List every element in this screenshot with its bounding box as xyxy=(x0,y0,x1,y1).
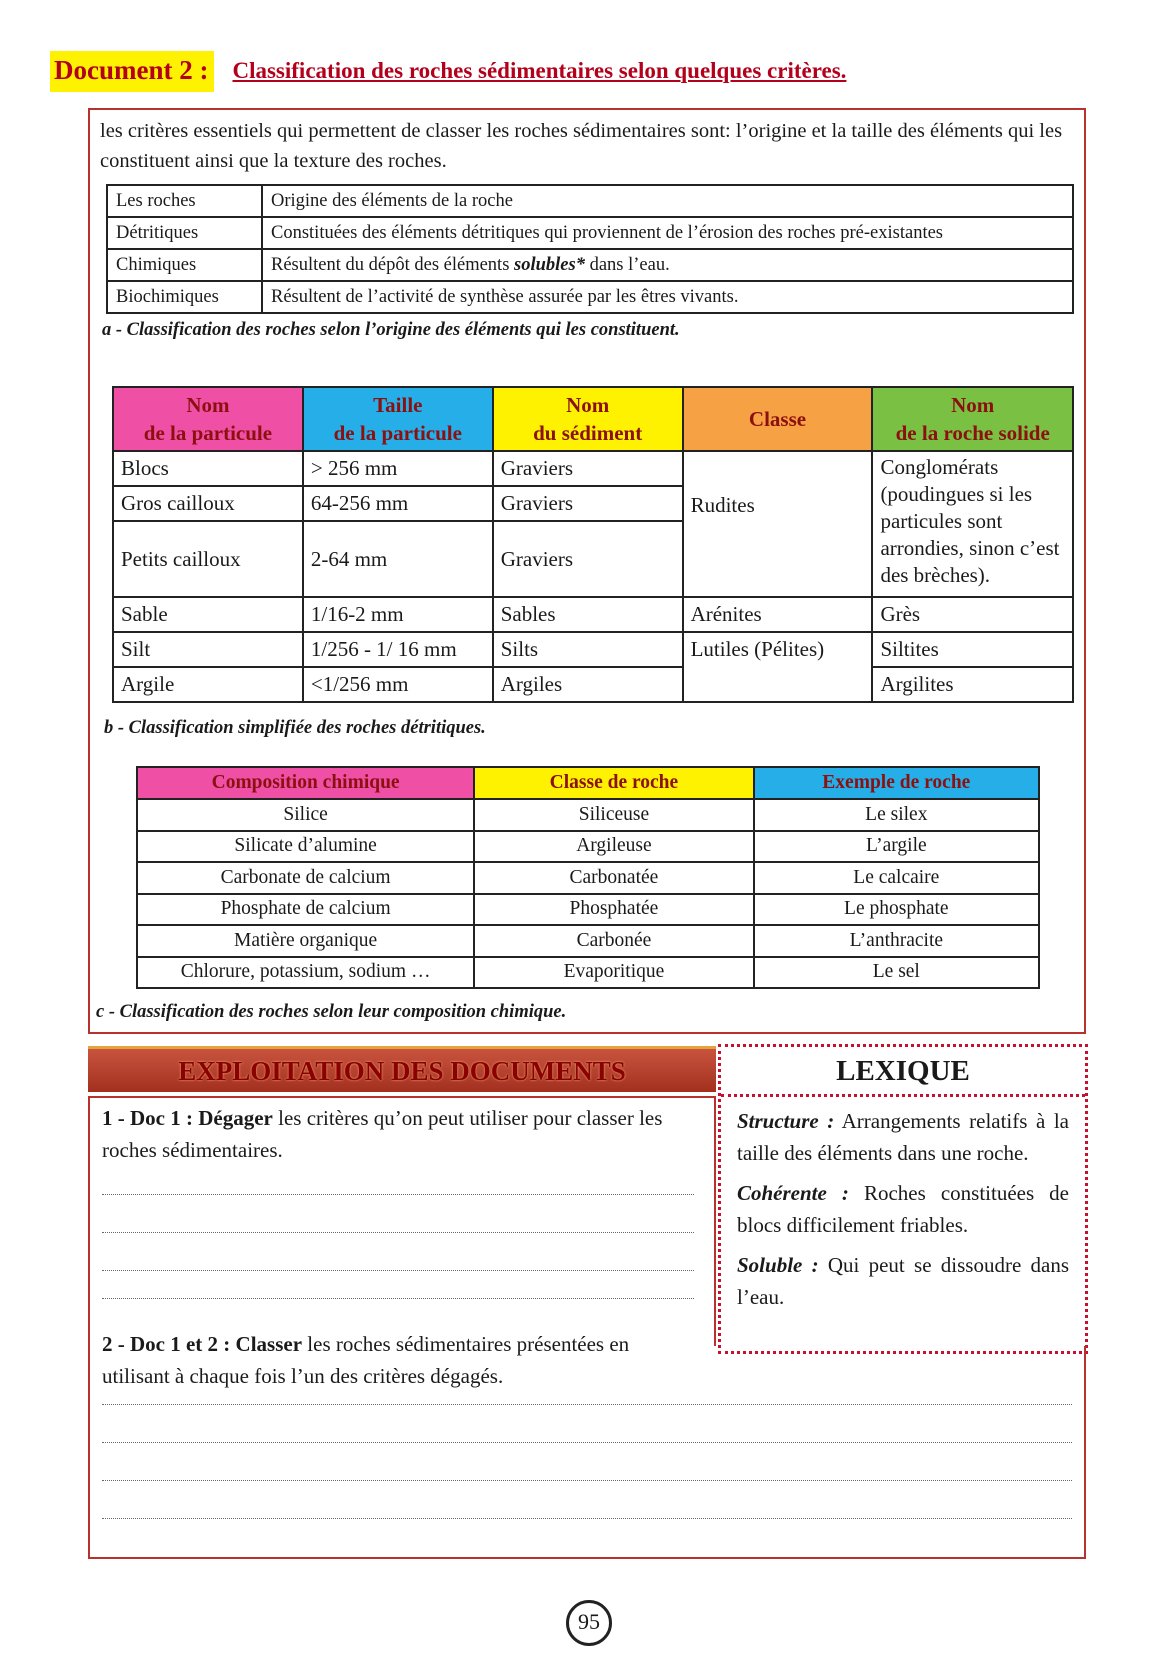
question-1 xyxy=(102,1102,692,1166)
table-cell: Chlorure, potassium, sodium … xyxy=(137,957,474,989)
header-sediment-name xyxy=(493,387,683,451)
exploitation-banner: EXPLOITATION DES DOCUMENTS xyxy=(88,1046,716,1092)
header-line: de la roche solide xyxy=(895,421,1050,445)
header-line: Classe xyxy=(748,407,807,431)
answer-line[interactable] xyxy=(102,1518,1072,1519)
table-cell: Silt xyxy=(113,632,303,667)
table-cell: Phosphate de calcium xyxy=(137,894,474,926)
table-cell: <1/256 mm xyxy=(303,667,493,702)
question-text: les roches sédimentaires présentées en utilisant à chaque fois l’un des critères dégagés. xyxy=(102,1332,630,1388)
table-cell: Argile xyxy=(113,667,303,702)
table-cell: Argilites xyxy=(872,667,1073,702)
table-cell: Conglomérats (poudingues si les particules sont arrondies, sinon c’est des brèches). xyxy=(872,451,1073,597)
header-particle-name xyxy=(113,387,303,451)
header-rock-example: Exemple de roche xyxy=(754,767,1039,799)
table-header-row xyxy=(113,387,1073,451)
table-cell: Origine des éléments de la roche xyxy=(262,185,1073,217)
table-row xyxy=(137,799,1039,831)
lexicon-title: LEXIQUE xyxy=(721,1055,1085,1097)
answer-line[interactable] xyxy=(102,1442,1072,1443)
table-cell: 2-64 mm xyxy=(303,521,493,597)
document-title: Classification des roches sédimentaires selon quelques critères. xyxy=(232,58,847,83)
table-cell: Grès xyxy=(872,597,1073,632)
table-cell: > 256 mm xyxy=(303,451,493,486)
table-cell: Argiles xyxy=(493,667,683,702)
table-cell: Détritiques xyxy=(107,217,262,249)
table-cell: Blocs xyxy=(113,451,303,486)
cell-text: Résultent du dépôt des éléments xyxy=(271,255,515,275)
header-composition: Composition chimique xyxy=(137,767,474,799)
lexicon-entry xyxy=(737,1105,1069,1169)
table-row xyxy=(113,667,1073,702)
header-rock-name xyxy=(872,387,1073,451)
header-particle-size xyxy=(303,387,493,451)
table-cell: Biochimiques xyxy=(107,281,262,313)
table-cell: Siltites xyxy=(872,632,1073,667)
table-cell: Sable xyxy=(113,597,303,632)
table-cell: 1/16-2 mm xyxy=(303,597,493,632)
lexicon-definition: Arrangements relatifs à la taille des éléments dans une roche. xyxy=(737,1109,1069,1165)
table-row xyxy=(113,597,1073,632)
table-cell: Phosphatée xyxy=(474,894,753,926)
table-row xyxy=(107,185,1073,217)
table-cell: Matière organique xyxy=(137,925,474,957)
header-line: de la particule xyxy=(333,421,462,445)
header-line: Nom xyxy=(186,393,230,417)
table-cell: Résultent de l’activité de synthèse assurée par les êtres vivants. xyxy=(262,281,1073,313)
document-frame xyxy=(88,108,1086,1034)
table-cell: Le phosphate xyxy=(754,894,1039,926)
answer-line[interactable] xyxy=(102,1480,1072,1481)
table-cell: Le sel xyxy=(754,957,1039,989)
table-row xyxy=(137,894,1039,926)
table-cell: Silice xyxy=(137,799,474,831)
question-ref: 2 - Doc 1 et 2 : xyxy=(102,1332,236,1356)
table-cell: Siliceuse xyxy=(474,799,753,831)
table-row xyxy=(113,632,1073,667)
table-row xyxy=(137,925,1039,957)
table-cell: 64-256 mm xyxy=(303,486,493,521)
caption-c: c - Classification des roches selon leur composition chimique. xyxy=(96,1002,567,1022)
answer-line[interactable] xyxy=(102,1298,694,1299)
table-cell: Les roches xyxy=(107,185,262,217)
table-cell: Le calcaire xyxy=(754,862,1039,894)
caption-a: a - Classification des roches selon l’origine des éléments qui les constituent. xyxy=(102,320,680,340)
detritic-table xyxy=(112,386,1074,703)
table-cell: Constituées des éléments détritiques qui proviennent de l’érosion des roches pré-existantes xyxy=(262,217,1073,249)
caption-b: b - Classification simplifiée des roches détritiques. xyxy=(104,718,486,738)
table-cell: L’argile xyxy=(754,831,1039,863)
table-cell: Carbonate de calcium xyxy=(137,862,474,894)
answer-line[interactable] xyxy=(102,1232,694,1233)
header-line: Nom xyxy=(951,393,995,417)
table-row xyxy=(113,451,1073,486)
emphasis-word: solubles* xyxy=(514,255,585,275)
table-cell: Lutiles (Pélites) xyxy=(683,632,873,702)
header-class xyxy=(683,387,873,451)
table-cell: Chimiques xyxy=(107,249,262,281)
table-cell: Carbonée xyxy=(474,925,753,957)
table-cell: Le silex xyxy=(754,799,1039,831)
table-cell: Petits cailloux xyxy=(113,521,303,597)
table-row xyxy=(137,831,1039,863)
cell-text: dans l’eau. xyxy=(584,255,670,275)
table-cell xyxy=(262,249,1073,281)
question-verb: Classer xyxy=(235,1332,303,1356)
table-row xyxy=(107,217,1073,249)
lexicon-box xyxy=(718,1044,1088,1354)
lexicon-entry xyxy=(737,1177,1069,1241)
question-verb: Dégager xyxy=(198,1106,273,1130)
table-cell: Rudites xyxy=(683,451,873,597)
intro-text: les critères essentiels qui permettent de classer les roches sédimentaires sont: l’origine et la taille des éléments qui les constituent ainsi que la texture des roches. xyxy=(100,120,1063,172)
lexicon-term: Structure : xyxy=(737,1109,835,1133)
table-cell: Silicate d’alumine xyxy=(137,831,474,863)
lexicon-definition: Roches constituées de blocs difficilement friables. xyxy=(737,1181,1070,1237)
table-cell: Graviers xyxy=(493,451,683,486)
header-line: de la particule xyxy=(143,421,273,445)
table-cell: L’anthracite xyxy=(754,925,1039,957)
questions-frame xyxy=(88,1096,716,1388)
table-cell: Carbonatée xyxy=(474,862,753,894)
table-cell: Argileuse xyxy=(474,831,753,863)
table-cell: Graviers xyxy=(493,521,683,597)
table-header-row xyxy=(137,767,1039,799)
header-line: Nom xyxy=(566,393,610,417)
lexicon-definition: Qui peut se dissoudre dans l’eau. xyxy=(737,1253,1070,1309)
table-row xyxy=(137,957,1039,989)
table-row xyxy=(137,862,1039,894)
answer-line[interactable] xyxy=(102,1194,694,1195)
header-rock-class: Classe de roche xyxy=(474,767,753,799)
table-cell: Evaporitique xyxy=(474,957,753,989)
table-row xyxy=(107,249,1073,281)
answer-frame xyxy=(88,1346,1086,1559)
lexicon-term: Cohérente : xyxy=(737,1181,849,1205)
table-cell: Arénites xyxy=(683,597,873,632)
table-cell: Gros cailloux xyxy=(113,486,303,521)
answer-line[interactable] xyxy=(102,1270,694,1271)
table-row xyxy=(107,281,1073,313)
header-line: du sédiment xyxy=(533,421,643,445)
table-cell: 1/256 - 1/ 16 mm xyxy=(303,632,493,667)
lexicon-term: Soluble : xyxy=(737,1253,819,1277)
question-ref: 1 - Doc 1 : xyxy=(102,1106,199,1130)
document-label: Document 2 : xyxy=(50,51,214,92)
origin-table xyxy=(106,184,1074,314)
lexicon-entry xyxy=(737,1249,1069,1313)
table-cell: Sables xyxy=(493,597,683,632)
answer-line[interactable] xyxy=(102,1404,1072,1405)
header-line: Taille xyxy=(373,393,423,417)
question-text: les critères qu’on peut utiliser pour classer les roches sédimentaires. xyxy=(102,1106,663,1162)
table-cell: Silts xyxy=(493,632,683,667)
table-cell: Graviers xyxy=(493,486,683,521)
chemical-table xyxy=(136,766,1040,989)
document-header xyxy=(50,48,846,94)
page-number: 95 xyxy=(566,1600,612,1646)
